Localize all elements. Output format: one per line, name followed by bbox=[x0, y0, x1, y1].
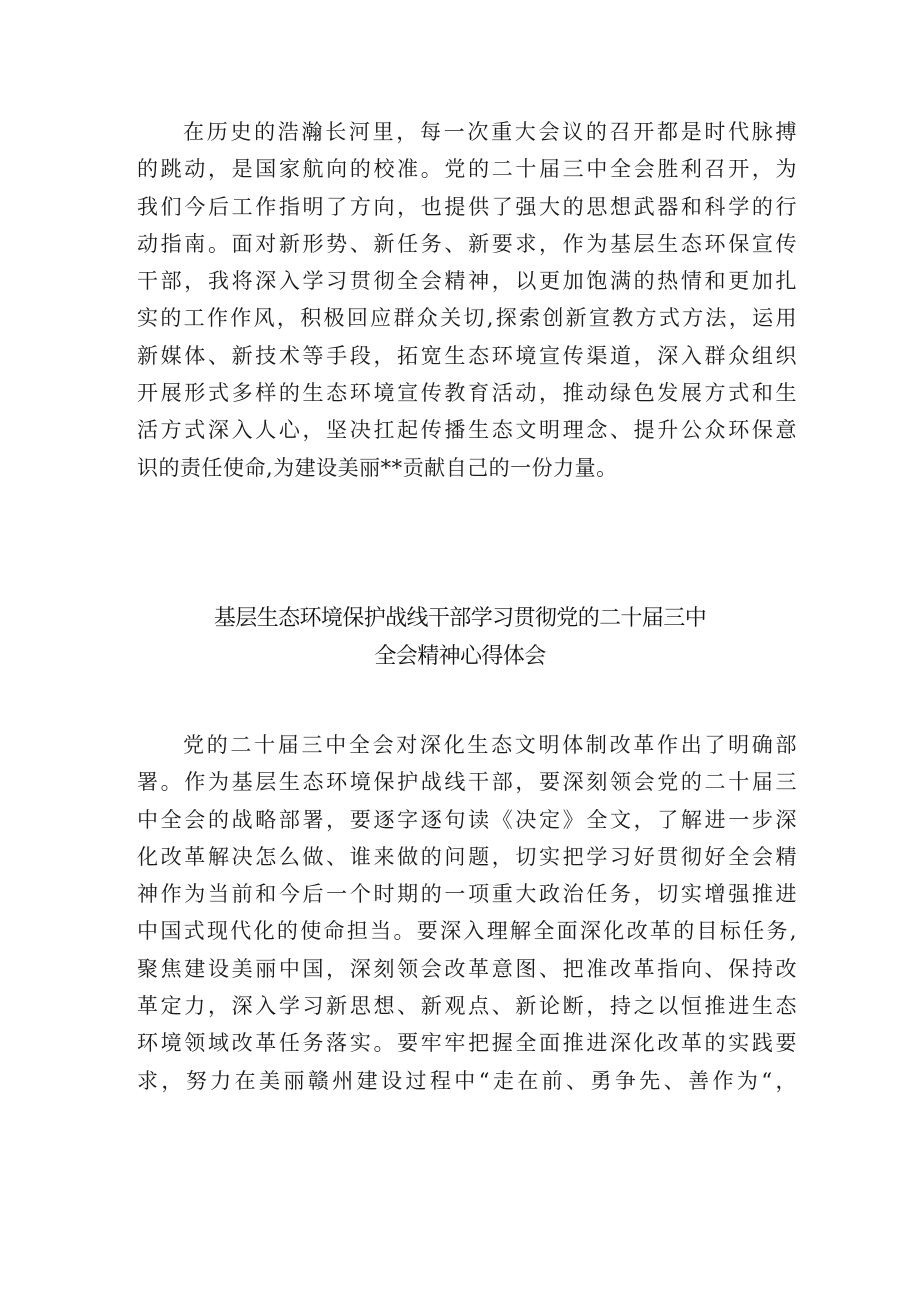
paragraph-line: 中国式现代化的使命担当。要深入理解全面深化改革的目标任务, bbox=[137, 919, 797, 944]
paragraph-line: 聚焦建设美丽中国，深刻领会改革意图、把准改革指向、保持改 bbox=[137, 956, 797, 981]
paragraph-line: 新媒体、新技术等手段，拓宽生态环境宣传渠道，深入群众组织 bbox=[137, 343, 797, 368]
paragraph-line: 中全会的战略部署，要逐字逐句读《决定》全文，了解进一步深 bbox=[137, 807, 797, 832]
paragraph-line: 干部，我将深入学习贯彻全会精神，以更加饱满的热情和更加扎 bbox=[137, 269, 797, 294]
paragraph-line: 我们今后工作指明了方向，也提供了强大的思想武器和科学的行 bbox=[137, 194, 797, 219]
paragraph-line: 革定力，深入学习新思想、新观点、新论断，持之以恒推进生态 bbox=[137, 994, 797, 1019]
article-title bbox=[0, 600, 920, 676]
paragraph-line: 化改革解决怎么做、谁来做的问题，切实把学习好贯彻好全会精 bbox=[137, 844, 797, 869]
paragraph-line: 的跳动，是国家航向的校准。党的二十届三中全会胜利召开，为 bbox=[137, 157, 797, 182]
article-title-line-1: 基层生态环境保护战线干部学习贯彻党的二十届三中 bbox=[213, 606, 707, 631]
paragraph-line: 署。作为基层生态环境保护战线干部，要深刻领会党的二十届三 bbox=[137, 770, 797, 795]
paragraph-line: 党的二十届三中全会对深化生态文明体制改革作出了明确部 bbox=[183, 733, 797, 757]
paragraph-line: 环境领域改革任务落实。要牢牢把握全面推进深化改革的实践要 bbox=[137, 1031, 797, 1056]
paragraph-line: 活方式深入人心，坚决扛起传播生态文明理念、提升公众环保意 bbox=[137, 418, 797, 443]
paragraph-line: 求，努力在美丽赣州建设过程中“走在前、勇争先、善作为“， bbox=[137, 1068, 797, 1093]
paragraph-line: 神作为当前和今后一个时期的一项重大政治任务，切实增强推进 bbox=[137, 882, 797, 907]
paragraph-line: 开展形式多样的生态环境宣传教育活动，推动绿色发展方式和生 bbox=[137, 381, 797, 406]
article-title-line-2: 全会精神心得体会 bbox=[374, 644, 546, 669]
paragraph-2 bbox=[137, 727, 797, 1100]
paragraph-line: 实的工作作风，积极回应群众关切,探索创新宣教方式方法，运用 bbox=[137, 306, 797, 331]
paragraph-1 bbox=[137, 114, 797, 487]
paragraph-line: 在历史的浩瀚长河里，每一次重大会议的召开都是时代脉搏 bbox=[183, 120, 797, 144]
paragraph-line: 动指南。面对新形势、新任务、新要求，作为基层生态环保宣传 bbox=[137, 231, 797, 256]
paragraph-line: 识的责任使命,为建设美丽**贡献自己的一份力量。 bbox=[137, 455, 618, 480]
